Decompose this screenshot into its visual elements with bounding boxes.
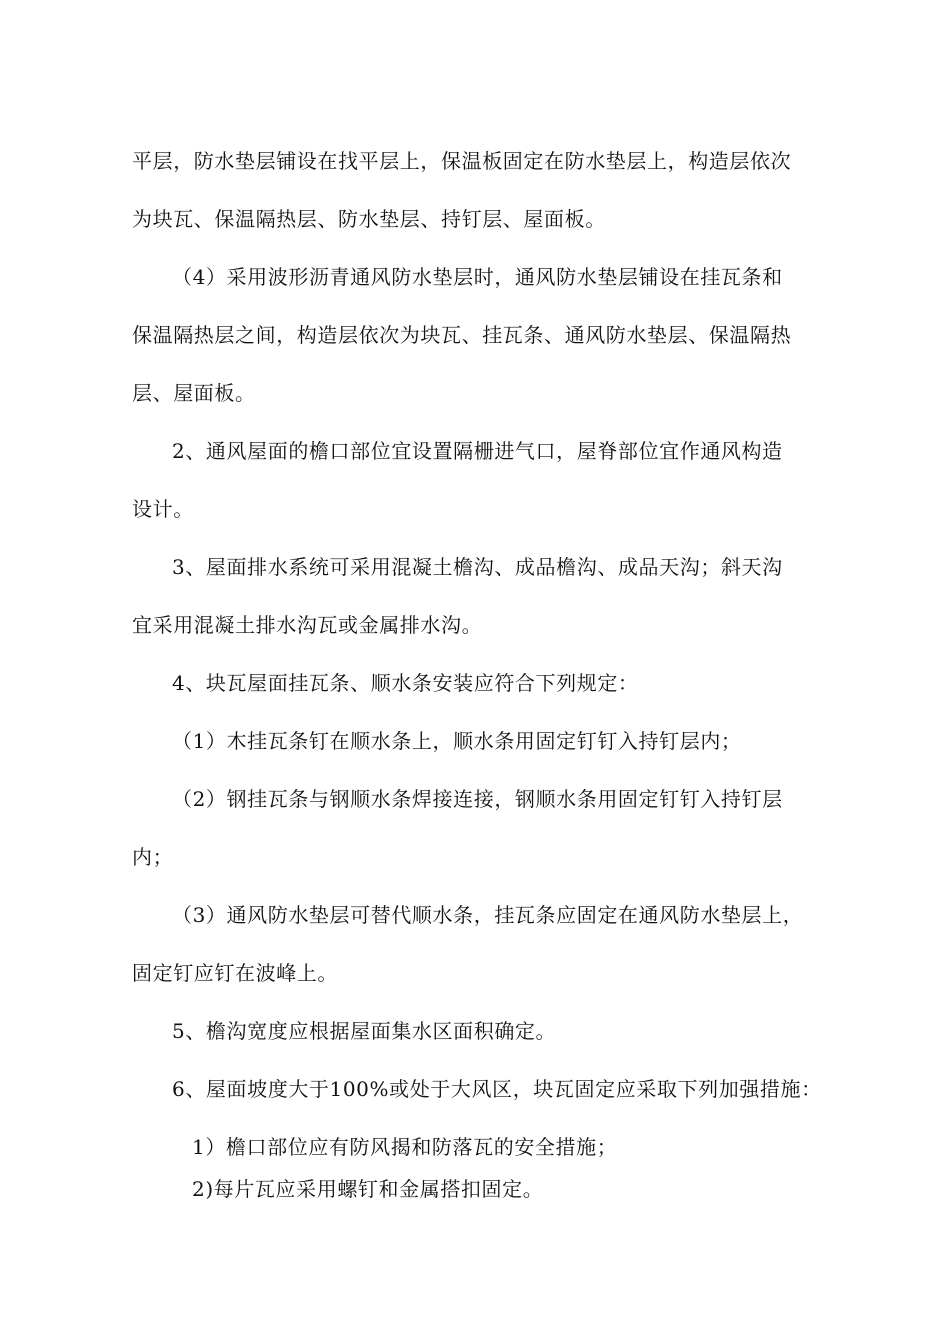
text-line-4: 保温隔热层之间，构造层依次为块瓦、挂瓦条、通风防水垫层、保温隔热 — [132, 323, 792, 347]
text-line-10: 4、块瓦屋面挂瓦条、顺水条安装应符合下列规定： — [172, 671, 639, 695]
text-line-9: 宜采用混凝土排水沟瓦或金属排水沟。 — [132, 613, 483, 637]
text-line-13: 内； — [132, 845, 174, 869]
text-line-1: 平层，防水垫层铺设在找平层上，保温板固定在防水垫层上，构造层依次 — [132, 149, 792, 173]
text-line-15: 固定钉应钉在波峰上。 — [132, 961, 338, 985]
text-line-5: 层、屋面板。 — [132, 381, 256, 405]
text-line-18: 1）檐口部位应有防风揭和防落瓦的安全措施； — [192, 1135, 618, 1159]
text-line-6: 2、通风屋面的檐口部位宜设置隔栅进气口，屋脊部位宜作通风构造 — [172, 439, 783, 463]
text-line-2: 为块瓦、保温隔热层、防水垫层、持钉层、屋面板。 — [132, 207, 606, 231]
text-line-17: 6、屋面坡度大于100%或处于大风区，块瓦固定应采取下列加强措施： — [172, 1077, 822, 1101]
text-line-14: （3）通风防水垫层可替代顺水条，挂瓦条应固定在通风防水垫层上， — [172, 903, 804, 927]
text-line-11: （1）木挂瓦条钉在顺水条上，顺水条用固定钉钉入持钉层内； — [172, 729, 742, 753]
text-line-3: （4）采用波形沥青通风防水垫层时，通风防水垫层铺设在挂瓦条和 — [172, 265, 783, 289]
text-line-7: 设计。 — [132, 497, 194, 521]
text-line-8: 3、屋面排水系统可采用混凝土檐沟、成品檐沟、成品天沟；斜天沟 — [172, 555, 783, 579]
text-line-19: 2)每片瓦应采用螺钉和金属搭扣固定。 — [192, 1177, 544, 1201]
text-line-12: （2）钢挂瓦条与钢顺水条焊接连接，钢顺水条用固定钉钉入持钉层 — [172, 787, 783, 811]
text-line-16: 5、檐沟宽度应根据屋面集水区面积确定。 — [172, 1019, 557, 1043]
